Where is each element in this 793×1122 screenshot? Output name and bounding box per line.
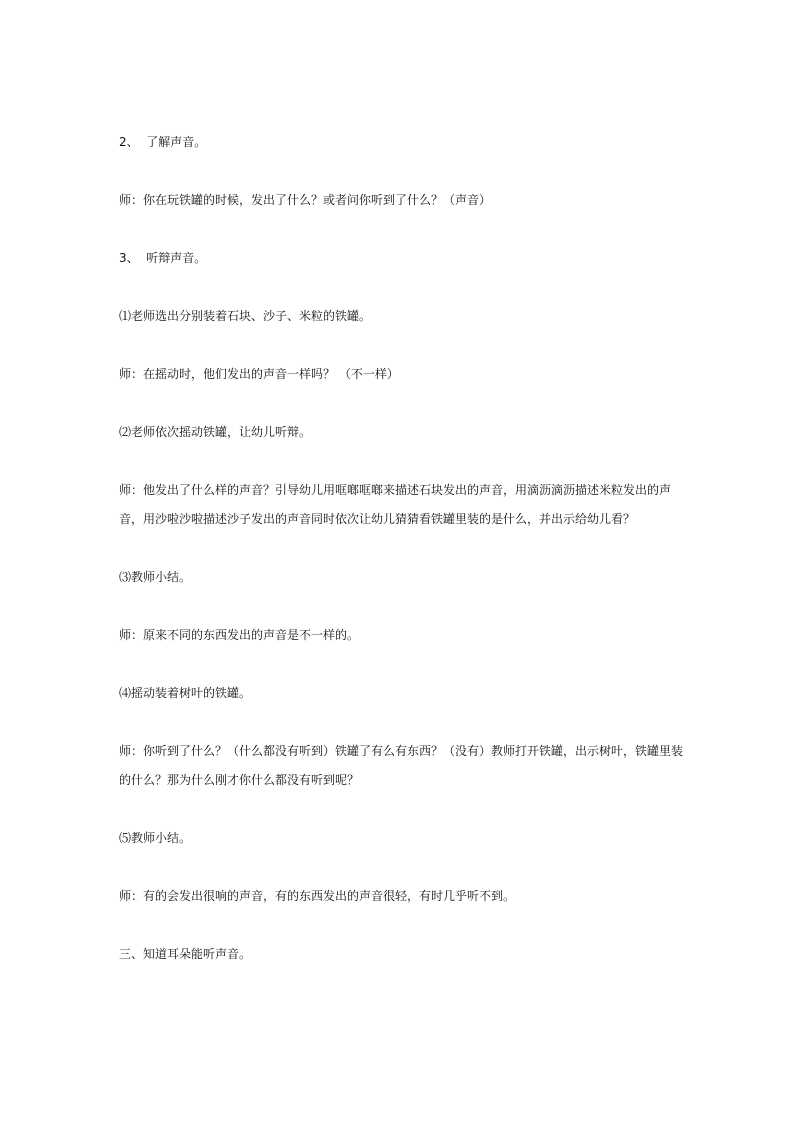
step-4-paragraph: ⑷摇动装着树叶的铁罐。 (119, 686, 252, 700)
step-5-paragraph: ⑸教师小结。 (119, 831, 192, 845)
teacher-guidance-paragraph: 师：他发出了什么样的声音？引导幼儿用哐啷哐啷来描述石块发出的声音，用滴沥滴沥描述米粒发出的声音，用沙啦沙啦描述沙子发出的声音同时依次让幼儿猜猜看铁罐里装的是什么，并出示给幼儿看？ (119, 483, 672, 526)
section-heading-understand-sound: 2、 了解声音。 (119, 135, 207, 149)
step-3-paragraph: ⑶教师小结。 (119, 570, 192, 584)
teacher-summary-paragraph: 师：原来不同的东西发出的声音是不一样的。 (119, 628, 360, 642)
teacher-question-paragraph: 师：在摇动时，他们发出的声音一样吗？ （不一样） (119, 367, 399, 381)
teacher-question-paragraph: 师：你听到了什么？（什么都没有听到）铁罐了有么有东西？（没有）教师打开铁罐，出示树叶，铁罐里装的什么？那为什么刚才你什么都没有听到呢？ (119, 744, 684, 787)
section-heading-distinguish-sound: 3、 听辩声音。 (119, 251, 207, 265)
teacher-summary-paragraph: 师：有的会发出很响的声音，有的东西发出的声音很轻，有时几乎听不到。 (119, 889, 516, 903)
step-2-paragraph: ⑵老师依次摇动铁罐，让幼儿听辩。 (119, 425, 312, 439)
teacher-question-paragraph: 师：你在玩铁罐的时候，发出了什么？或者问你听到了什么？（声音） (119, 193, 492, 207)
section-heading-ears-hear: 三、知道耳朵能听声音。 (119, 947, 252, 961)
step-1-paragraph: ⑴老师选出分别装着石块、沙子、米粒的铁罐。 (119, 309, 372, 323)
document-body (119, 128, 685, 969)
